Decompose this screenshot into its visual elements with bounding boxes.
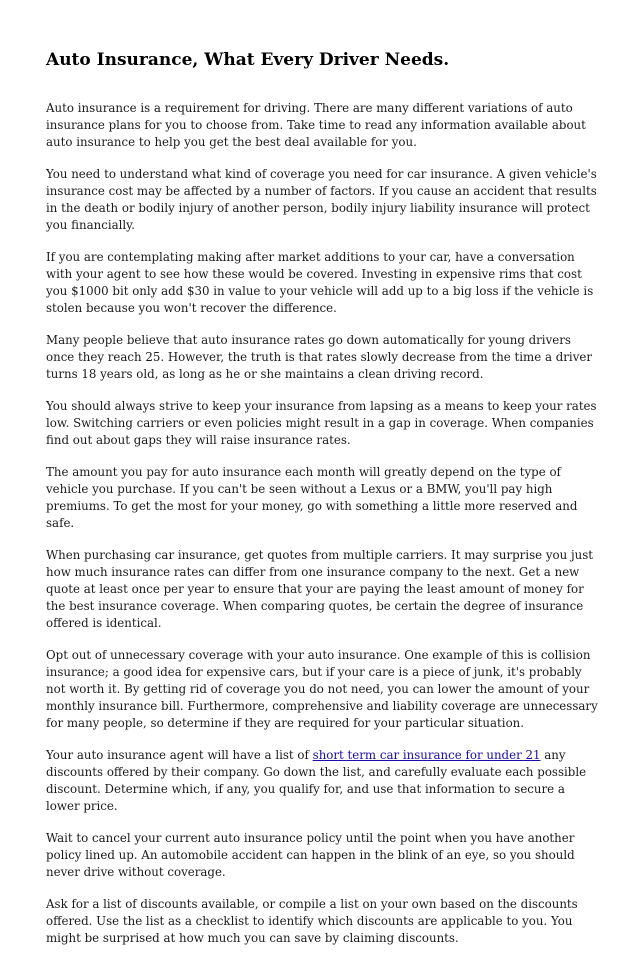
paragraph-3: If you are contemplating making after market additions to your car, have a conversation with your agent to see how these would be covered. Investing in expensive rims that cost you $1000 bit only add $30 in value to your vehicle will add up to a big loss if the vehicle is stolen because you won't recover the difference. — [46, 250, 594, 315]
paragraph-9-text-before: Your auto insurance agent will have a list of — [46, 748, 313, 762]
paragraph-9-text-after: any discounts offered by their company. Go down the list, and carefully evaluate each possible discount. Determine which, if any, you qualify for, and use that information to secure a lower price. — [46, 748, 587, 813]
paragraph-2: You need to understand what kind of coverage you need for car insurance. A given vehicle's insurance cost may be affected by a number of factors. If you cause an accident that results in the death or bodily injury of another person, bodily injury liability insurance will protect you financially. — [46, 167, 597, 232]
paragraph-9 — [46, 747, 598, 815]
document-body — [46, 48, 598, 962]
paragraph-4: Many people believe that auto insurance rates go down automatically for young drivers once they reach 25. However, the truth is that rates slowly decrease from the time a driver turns 18 years old, as long as he or she maintains a clean driving record. — [46, 333, 592, 381]
paragraph-11: Ask for a list of discounts available, or compile a list on your own based on the discounts offered. Use the list as a checklist to identify which discounts are applicable to you. You might be surprised at how much you can save by claiming discounts. — [46, 897, 578, 945]
paragraph-7: When purchasing car insurance, get quotes from multiple carriers. It may surprise you just how much insurance rates can differ from one insurance company to the next. Get a new quote at least once per year to ensure that your are paying the least amount of money for the best insurance coverage. When comparing quotes, be certain the degree of insurance offered is identical. — [46, 548, 594, 630]
insurance-link[interactable]: short term car insurance for under 21 — [312, 748, 541, 762]
paragraph-10: Wait to cancel your current auto insurance policy until the point when you have another policy lined up. An automobile accident can happen in the blink of an eye, so you should never drive without coverage. — [46, 831, 575, 879]
paragraph-6: The amount you pay for auto insurance each month will greatly depend on the type of vehicle you purchase. If you can't be seen without a Lexus or a BMW, you'll pay high premiums. To get the most for your money, go with something a little more reserved and safe. — [46, 465, 578, 530]
paragraph-8: Opt out of unnecessary coverage with your auto insurance. One example of this is collision insurance; a good idea for expensive cars, but if your care is a piece of junk, it's probably not worth it. By getting rid of coverage you do not need, you can lower the amount of your monthly insurance bill. Furthermore, comprehensive and liability coverage are unnecessary for many people, so determine if they are required for your particular situation. — [46, 648, 598, 730]
paragraph-5: You should always strive to keep your insurance from lapsing as a means to keep your rates low. Switching carriers or even policies might result in a gap in coverage. When companies find out about gaps they will raise insurance rates. — [46, 399, 597, 447]
paragraph-1: Auto insurance is a requirement for driving. There are many different variations of auto insurance plans for you to choose from. Take time to read any information available about auto insurance to help you get the best deal available for you. — [46, 101, 586, 149]
page-title: Auto Insurance, What Every Driver Needs. — [46, 50, 450, 70]
